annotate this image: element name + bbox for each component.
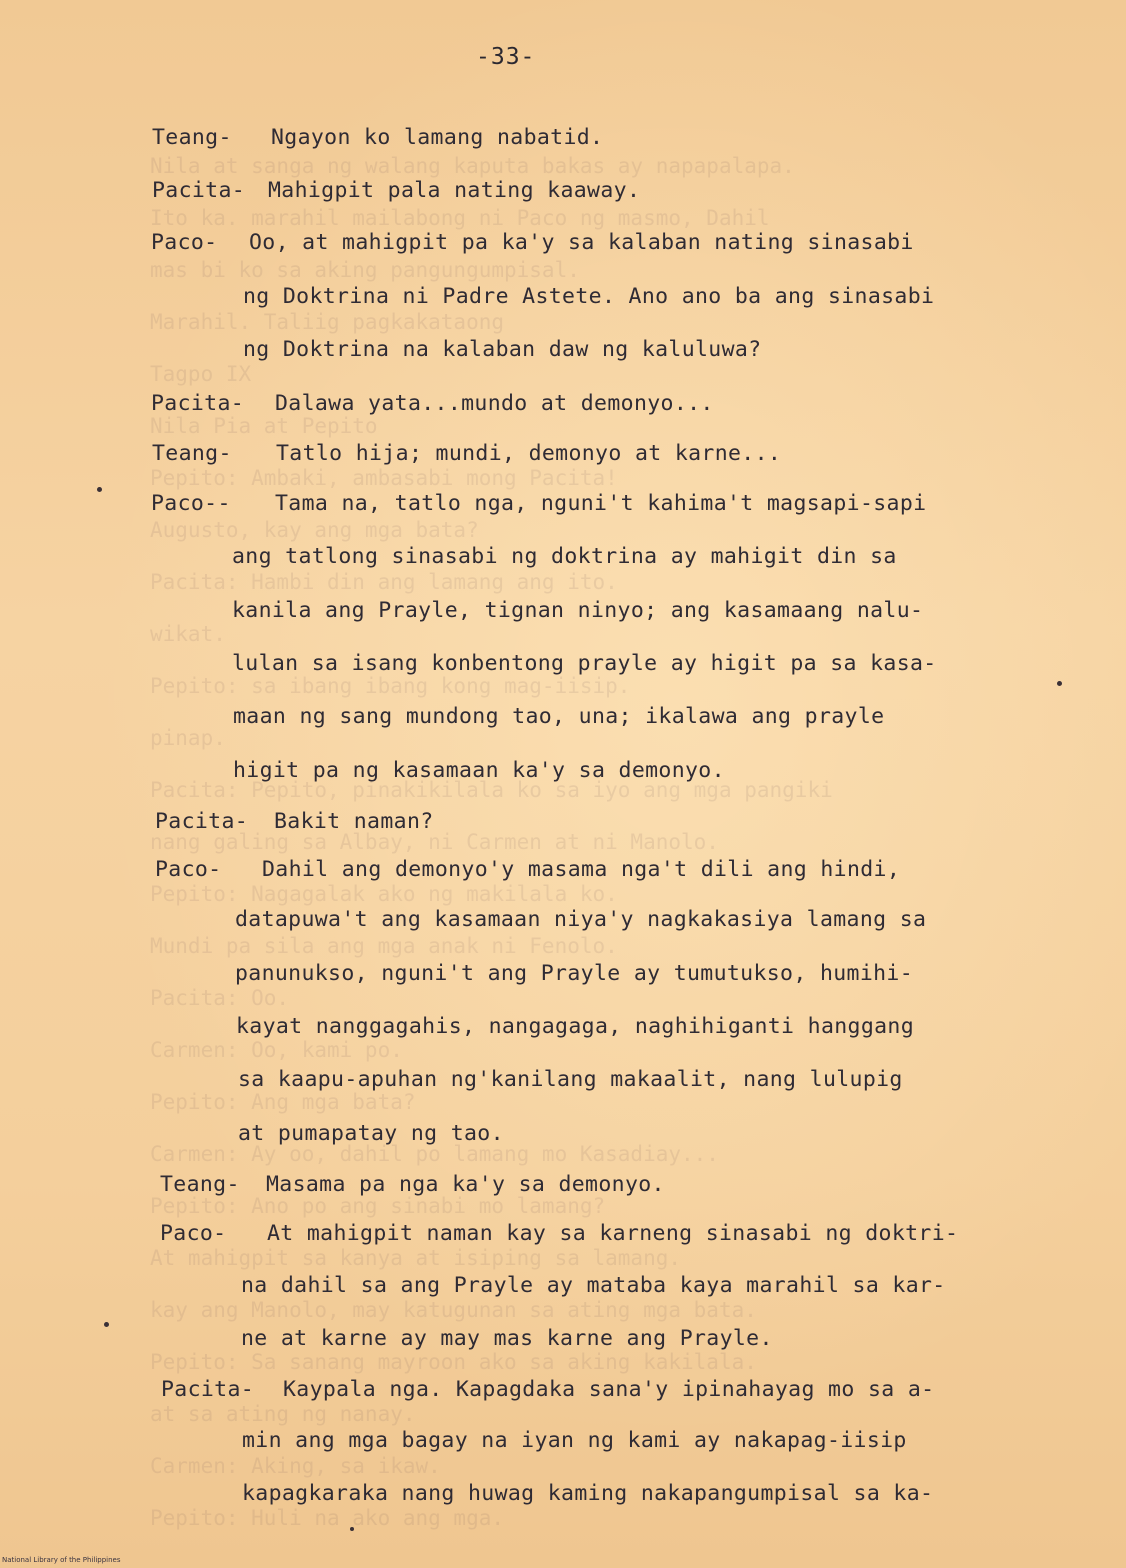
continuation-line: min ang mga bagay na iyan ng kami ay nakapag-iisip — [242, 1428, 907, 1453]
continuation-line: ng Doktrina ni Padre Astete. Ano ano ba ang sinasabi — [243, 284, 935, 309]
speaker-label: Paco-- — [151, 491, 231, 516]
speech-text: Bakit naman? — [274, 809, 434, 834]
speech-text: Masama pa nga ka'y sa demonyo. — [266, 1172, 665, 1197]
speech-text: Dalawa yata...mundo at demonyo... — [275, 391, 714, 416]
dialogue-line — [152, 125, 603, 150]
dialogue-line — [161, 1377, 934, 1402]
dialogue-line — [155, 857, 900, 882]
speech-text: At mahigpit naman kay sa karneng sinasabi ng doktri- — [267, 1221, 959, 1246]
speech-text: Mahigpit pala nating kaaway. — [268, 178, 641, 203]
speaker-label: Pacita- — [161, 1377, 255, 1402]
continuation-line: maan ng sang mundong tao, una; ikalawa ang prayle — [233, 704, 885, 729]
speaker-label: Paco- — [155, 857, 222, 882]
speaker-label: Paco- — [160, 1221, 227, 1246]
dialogue-line — [151, 391, 714, 416]
speaker-label: Pacita- — [155, 809, 249, 834]
dialogue-line — [152, 178, 640, 203]
continuation-line: panunukso, nguni't ang Prayle ay tumutukso, humihi- — [235, 961, 913, 986]
continuation-line: lulan sa isang konbentong prayle ay higit pa sa kasa- — [232, 651, 937, 676]
speech-text: Oo, at mahigpit pa ka'y sa kalaban nating sinasabi — [249, 230, 914, 255]
speaker-label: Teang- — [152, 441, 232, 466]
archive-footer: National Library of the Philippines — [2, 1556, 121, 1564]
speech-text: Ngayon ko lamang nabatid. — [271, 125, 604, 150]
continuation-line: at pumapatay ng tao. — [238, 1121, 504, 1146]
continuation-line: kayat nanggagahis, nangagaga, naghihiganti hanggang — [236, 1014, 914, 1039]
continuation-line: kapagkaraka nang huwag kaming nakapangumpisal sa ka- — [242, 1481, 934, 1506]
speaker-label: Pacita- — [151, 391, 245, 416]
dialogue-line — [151, 491, 926, 516]
speaker-label: Teang- — [152, 125, 232, 150]
speaker-label: Pacita- — [152, 178, 246, 203]
continuation-line: higit pa ng kasamaan ka'y sa demonyo. — [233, 758, 725, 783]
ink-speck — [1057, 681, 1062, 686]
speaker-label: Paco- — [151, 230, 218, 255]
continuation-line: datapuwa't ang kasamaan niya'y nagkakasiya lamang sa — [235, 907, 927, 932]
continuation-line: ang tatlong sinasabi ng doktrina ay mahigit din sa — [232, 544, 897, 569]
ink-speck — [350, 1527, 354, 1531]
speech-text: Kaypala nga. Kapagdaka sana'y ipinahayag mo sa a- — [283, 1377, 935, 1402]
speech-text: Dahil ang demonyo'y masama nga't dili ang hindi, — [262, 857, 901, 882]
speech-text: Tama na, tatlo nga, nguni't kahima't magsapi-sapi — [275, 491, 927, 516]
dialogue-line — [152, 441, 781, 466]
dialogue-line — [155, 809, 434, 834]
continuation-line: kanila ang Prayle, tignan ninyo; ang kasamaang nalu- — [232, 598, 924, 623]
continuation-line: sa kaapu-apuhan ng'kanilang makaalit, nang lulupig — [238, 1067, 903, 1092]
continuation-line: ng Doktrina na kalaban daw ng kaluluwa? — [243, 337, 762, 362]
continuation-line: ne at karne ay may mas karne ang Prayle. — [241, 1326, 773, 1351]
ink-speck — [97, 487, 102, 492]
speech-text: Tatlo hija; mundi, demonyo at karne... — [276, 441, 782, 466]
page-number: -33- — [476, 44, 536, 70]
dialogue-line — [160, 1172, 665, 1197]
continuation-line: na dahil sa ang Prayle ay mataba kaya marahil sa kar- — [241, 1273, 946, 1298]
dialogue-line — [160, 1221, 958, 1246]
bleed-through-text: Nila at sanga ng walang kaputa bakas ay napapalapa. Ito ka. marahil mailabong ni Paco ng masmo, Dahil mas bi ko sa aking pangungumpisal. Marahil. Taliig pagkakataong Tagpo IX Nila Pia at Pepito Pepito: Ambaki, ambasabi mong Pacita! Augusto, kay ang mga bata? Pacita: Hambi din ang lamang ang ito. wikat. Pepito: sa ibang ibang kong mag-iisip. pinap. Pacita: Pepito, pinakikilala ko sa iyo ang mga pangiki nang galing sa Albay, ni Carmen at ni Manolo. Pepito: Nagagalak ako ng makilala ko. Mundi pa sila ang mga anak ni Fenolo. Pacita: Oo. Carmen: Oo, kami po. Pepito: Ang mga bata? Carmen: Ay oo, dahil po lamang mo Kasadiay... Pepito: Ano po ang sinabi mo lamang? At mahigpit sa kanya at isiping sa lamang. kay ang Manolo, may katugunan sa ating mga bata. Pepito: Sa sanang mayroon ako sa aking kakilala. at sa ating ng nanay. Carmen: Aking, sa ikaw. Pepito: Huli na ako ang mga. — [150, 154, 833, 1530]
speaker-label: Teang- — [160, 1172, 240, 1197]
ink-speck — [104, 1322, 109, 1327]
dialogue-line — [151, 230, 914, 255]
